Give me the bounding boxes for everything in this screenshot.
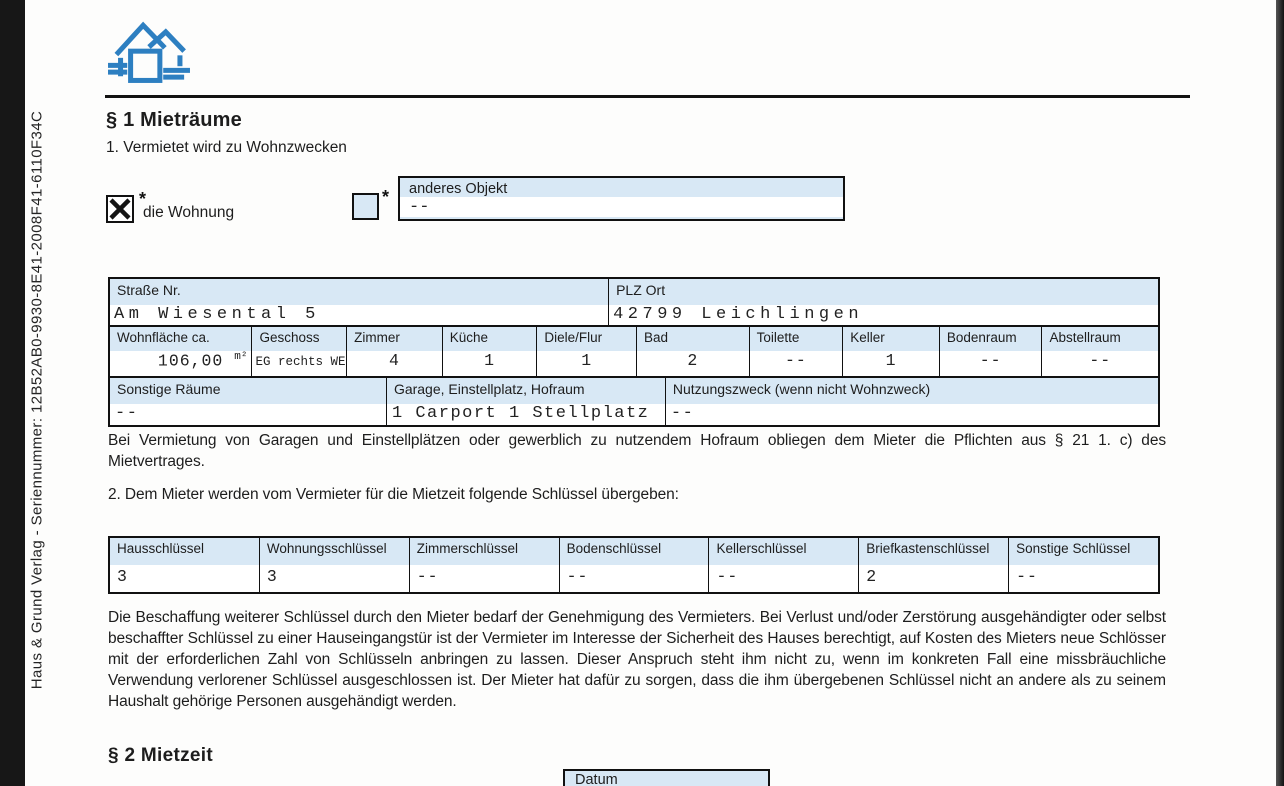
zimmerschluessel-value[interactable]: -- [410,565,559,592]
wohnflaeche-value[interactable] [110,351,251,372]
bad-value[interactable]: 2 [637,351,749,372]
kellerschluessel-label: Kellerschlüssel [709,538,858,565]
section1-heading: § 1 Mieträume [106,109,242,131]
geschoss-value[interactable]: EG rechts WE [252,351,346,376]
checkbox-cross-mark [108,197,132,221]
field-strasse-nr [110,279,608,325]
section1-item1-text: 1. Vermietet wird zu Wohnzwecken [106,139,347,156]
keys-table [108,536,1160,594]
anderes-objekt-value[interactable]: -- [400,197,843,217]
datum-label: Datum [575,772,618,786]
kueche-value[interactable]: 1 [443,351,537,372]
sonstige-raeume-label: Sonstige Räume [110,378,386,404]
field-geschoss [251,327,346,376]
field-diele-flur [536,327,636,376]
checkbox-anderes-objekt[interactable] [352,193,379,220]
diele-flur-label: Diele/Flur [537,327,636,351]
sonstige-raeume-value[interactable]: -- [110,404,386,425]
field-plz-ort [608,279,1158,325]
zimmer-value[interactable]: 4 [347,351,442,372]
section2-heading: § 2 Mietzeit [108,745,213,766]
anderes-objekt-field[interactable] [398,176,845,221]
table-row-address [110,279,1158,325]
field-wohnungsschluessel [259,538,409,592]
table-row-keys [110,538,1158,592]
bad-label: Bad [637,327,749,351]
asterisk-anderes-objekt: * [382,187,390,207]
field-zimmerschluessel [409,538,559,592]
diele-flur-value[interactable]: 1 [537,351,636,372]
briefkastenschluessel-value[interactable]: 2 [859,565,1008,592]
scan-left-edge [0,0,25,786]
bodenraum-label: Bodenraum [940,327,1042,351]
garage-label: Garage, Einstellplatz, Hofraum [387,378,665,404]
briefkastenschluessel-label: Briefkastenschlüssel [859,538,1008,565]
field-kellerschluessel [708,538,858,592]
bodenschluessel-label: Bodenschlüssel [560,538,709,565]
die-wohnung-label: die Wohnung [143,204,235,221]
field-kueche [442,327,537,376]
serial-number-vertical-text: Haus & Grund Verlag - Seriennummer: 12B52AB0-9930-8E41-2008F41-6110F34C [28,110,46,690]
bodenschluessel-value[interactable]: -- [560,565,709,592]
section1-item2-text: 2. Dem Mieter werden vom Vermieter für die Mietzeit folgende Schlüssel übergeben: [108,486,679,503]
haus-und-grund-logo-icon [103,12,195,97]
zimmer-label: Zimmer [347,327,442,351]
field-keller [842,327,939,376]
geschoss-label: Geschoss [252,327,346,351]
field-briefkastenschluessel [858,538,1008,592]
wohnflaeche-unit: m² [234,351,248,363]
sonstige-schluessel-value[interactable]: -- [1009,565,1158,592]
keller-label: Keller [843,327,939,351]
abstellraum-value[interactable]: -- [1042,351,1158,372]
kueche-label: Küche [443,327,537,351]
field-wohnflaeche [110,327,251,376]
field-hausschluessel [110,538,259,592]
plz-ort-value[interactable]: 42799 Leichlingen [609,305,1158,325]
field-sonstige-schluessel [1008,538,1158,592]
abstellraum-label: Abstellraum [1042,327,1158,351]
wohnungsschluessel-label: Wohnungsschlüssel [260,538,409,565]
field-sonstige-raeume [110,378,386,425]
table-row-extras [110,376,1158,425]
field-bodenschluessel [559,538,709,592]
checkbox-die-wohnung[interactable] [106,195,134,223]
hausschluessel-value[interactable]: 3 [110,565,259,592]
nutzungszweck-label: Nutzungszweck (wenn nicht Wohnzweck) [666,378,1158,404]
field-abstellraum [1041,327,1158,376]
scan-right-edge [1276,0,1284,786]
toilette-label: Toilette [750,327,843,351]
field-bad [636,327,749,376]
paragraph-key-rules: Die Beschaffung weiterer Schlüssel durch den Mieter bedarf der Genehmigung des Vermieters. Bei Verlust und/oder Zerstörung ausgehändigter oder selbst beschaffter Schlüssel zu einer Hauseingangstür ist der Vermieter im Interesse der Sicherheit des Hauses berechtigt, auf Kosten des Mieters neue Schlösser mit der erforderlichen Zahl von Schlüsseln anbringen zu lassen. Dieser Anspruch steht ihm nicht zu, wenn im konkreten Fall eine missbräuchliche Verwendung verlorener Schlüssel ausgeschlossen ist. Der Mieter hat dafür zu sorgen, dass die ihm übergebenen Schlüssel nicht an andere als zu seinem Haushalt gehörige Personen ausgehändigt werden. [108,609,1166,710]
field-toilette [749,327,843,376]
datum-field[interactable] [563,769,770,786]
bodenraum-value[interactable]: -- [940,351,1042,372]
strasse-label: Straße Nr. [110,279,608,305]
zimmerschluessel-label: Zimmerschlüssel [410,538,559,565]
kellerschluessel-value[interactable]: -- [709,565,858,592]
table-row-rooms [110,325,1158,376]
plz-ort-label: PLZ Ort [609,279,1158,305]
asterisk-wohnung: * [139,189,147,209]
nutzungszweck-value[interactable]: -- [666,404,1158,425]
paragraph-garage-obligations: Bei Vermietung von Garagen und Einstellplätzen oder gewerblich zu nutzendem Hofraum obliegen dem Mieter die Pflichten aus § 21 1. c) des Mietvertrages. [108,432,1166,470]
field-zimmer [346,327,442,376]
field-garage [386,378,665,425]
property-details-table [108,277,1160,427]
wohnflaeche-number: 106,00 [157,351,224,371]
keller-value[interactable]: 1 [843,351,939,372]
header-divider [105,95,1190,98]
sonstige-schluessel-label: Sonstige Schlüssel [1009,538,1158,565]
toilette-value[interactable]: -- [750,351,843,372]
field-nutzungszweck [665,378,1158,425]
wohnungsschluessel-value[interactable]: 3 [260,565,409,592]
strasse-value[interactable]: Am Wiesental 5 [110,305,608,325]
anderes-objekt-label: anderes Objekt [400,178,843,197]
field-bodenraum [939,327,1042,376]
wohnflaeche-label: Wohnfläche ca. [110,327,251,351]
garage-value[interactable]: 1 Carport 1 Stellplatz [387,404,665,425]
hausschluessel-label: Hausschlüssel [110,538,259,565]
